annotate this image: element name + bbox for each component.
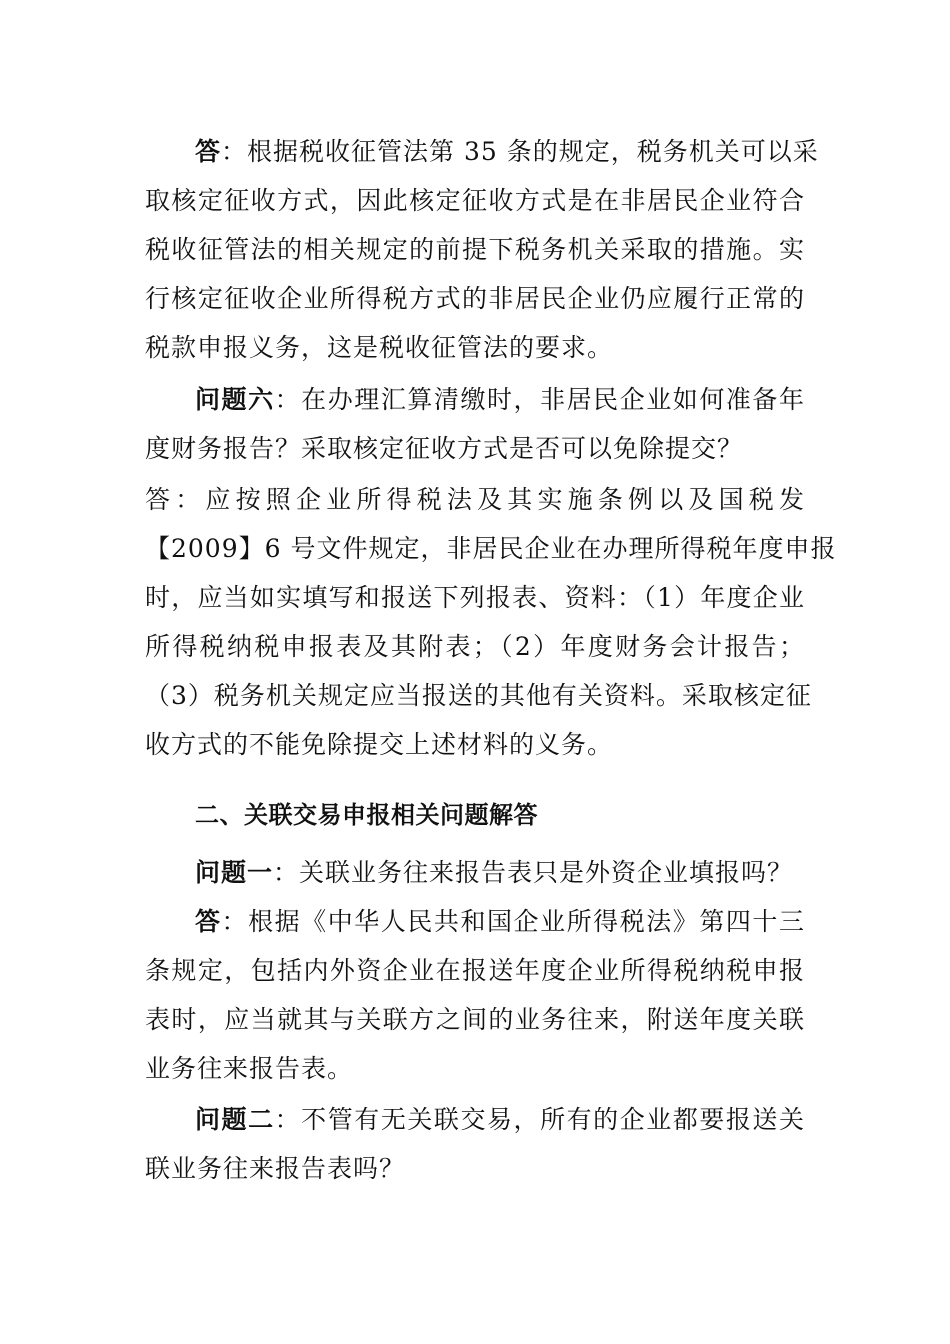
answer-label: 答	[195, 907, 222, 936]
answer6-line-4: 所得税纳税申报表及其附表；（2）年度财务会计报告；	[145, 632, 805, 661]
answer1-line-1	[195, 902, 805, 942]
answer-text: ：根据税收征管法第 35 条的规定，税务机关可以采	[221, 137, 819, 166]
answer6-line-2: 【2009】6 号文件规定，非居民企业在办理所得税年度申报	[145, 534, 837, 563]
question-text: ：在办理汇算清缴时，非居民企业如何准备年	[274, 385, 805, 414]
question-label: 问题二	[195, 1105, 275, 1134]
answer6-line-1: 答：应按照企业所得税法及其实施条例以及国税发	[145, 485, 805, 514]
answer5-line-2: 取核定征收方式，因此核定征收方式是在非居民企业符合	[145, 186, 805, 215]
answer5-line-5: 税款申报义务，这是税收征管法的要求。	[145, 333, 614, 362]
answer5-line-3: 税收征管法的相关规定的前提下税务机关采取的措施。实	[145, 235, 805, 264]
question-label: 问题六	[195, 385, 275, 414]
question2-line-2: 联业务往来报告表吗？	[145, 1154, 406, 1183]
question1-line-1	[195, 853, 805, 893]
question6-line-1	[195, 380, 805, 420]
answer6-line-3: 时，应当如实填写和报送下列报表、资料：（1）年度企业	[145, 583, 805, 612]
answer1-line-2: 条规定，包括内外资企业在报送年度企业所得税纳税申报	[145, 956, 805, 985]
question6-line-2: 度财务报告？采取核定征收方式是否可以免除提交？	[145, 434, 744, 463]
answer5-line-1	[195, 132, 819, 172]
question2-line-1	[195, 1100, 805, 1140]
question-text: ：不管有无关联交易，所有的企业都要报送关	[274, 1105, 805, 1134]
question-text: ：关联业务往来报告表只是外资企业填报吗？	[273, 858, 794, 887]
answer6-line-5: （3）税务机关规定应当报送的其他有关资料。采取核定征	[145, 681, 812, 710]
question-label: 问题一	[195, 858, 274, 887]
answer5-line-4: 行核定征收企业所得税方式的非居民企业仍应履行正常的	[145, 284, 805, 313]
section-heading: 二、关联交易申报相关问题解答	[195, 801, 538, 829]
answer-text: ：根据《中华人民共和国企业所得税法》第四十三	[221, 907, 805, 936]
answer1-line-4: 业务往来报告表。	[145, 1054, 354, 1083]
answer-label: 答	[195, 137, 222, 166]
answer6-line-6: 收方式的不能免除提交上述材料的义务。	[145, 730, 614, 759]
answer1-line-3: 表时，应当就其与关联方之间的业务往来，附送年度关联	[145, 1005, 805, 1034]
